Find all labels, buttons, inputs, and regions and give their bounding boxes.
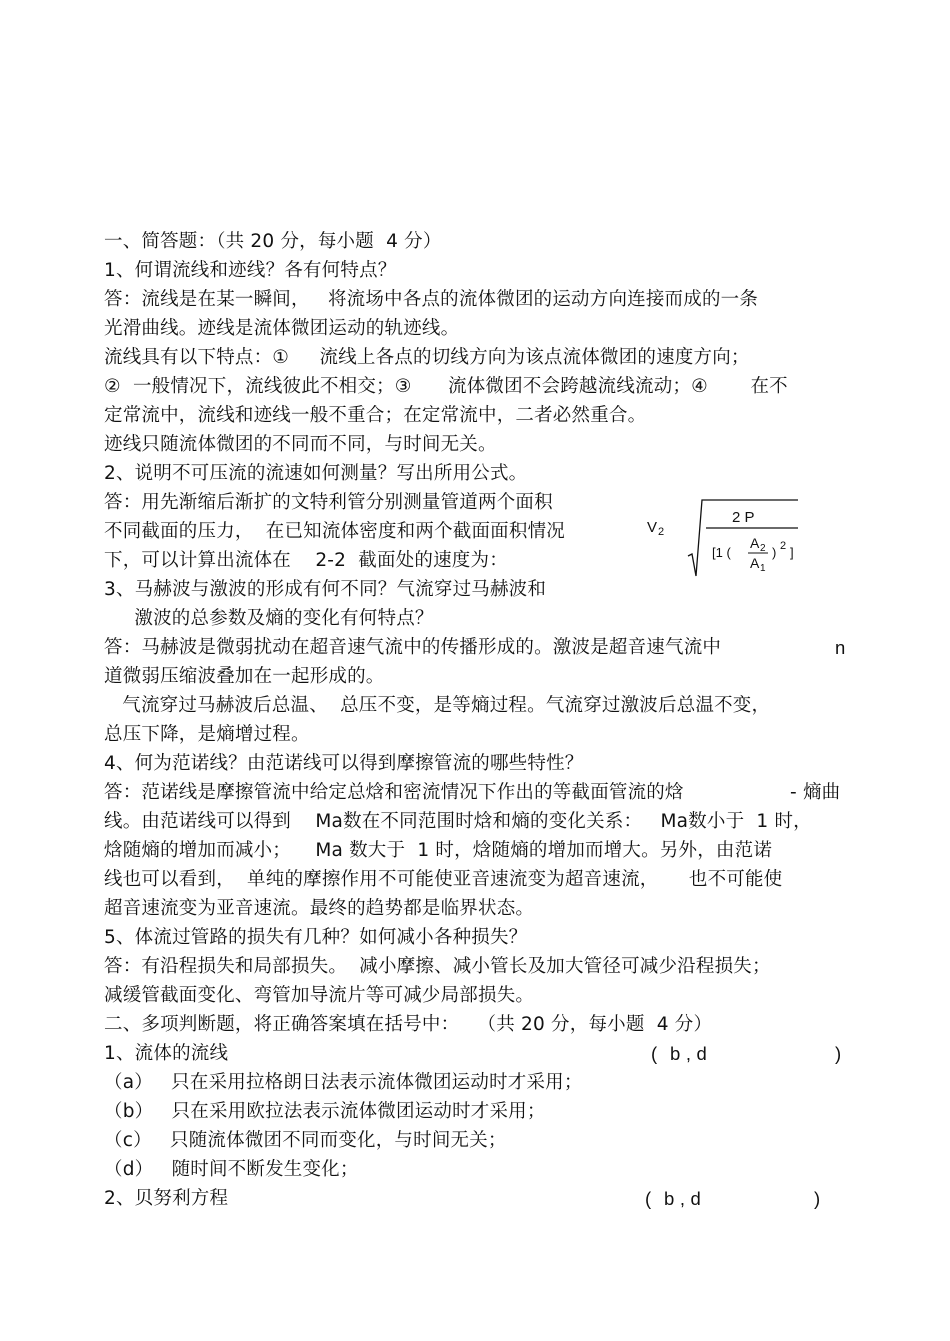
mc-answer-2-open: ( <box>645 1188 652 1209</box>
question-2: 2、说明不可压流的流速如何测量？写出所用公式。 <box>104 463 528 484</box>
mc-answer-2: b , d <box>664 1188 701 1209</box>
answer-1-line-1: 答：流线是在某一瞬间， 将流场中各点的流体微团的运动方向连接而成的一条 <box>104 289 759 310</box>
answer-1-line-4: ② 一般情况下，流线彼此不相交；③ 流体微团不会跨越流线流动；④ 在不 <box>104 376 788 397</box>
section-2-heading: 二、多项判断题，将正确答案填在括号中： （共 20 分，每小题 4 分） <box>104 1014 713 1035</box>
answer-5-line-1: 答：有沿程损失和局部损失。 减小摩擦、减小管长及加大管径可减少沿程损失； <box>104 956 771 977</box>
answer-1-line-3: 流线具有以下特点：① 流线上各点的切线方向为该点流体微团的速度方向； <box>104 347 750 368</box>
mc-answer-1-open: ( <box>651 1043 658 1064</box>
mc-option-c: （c） 只随流体微团不同而变化，与时间无关； <box>104 1130 507 1151</box>
section-1-heading: 一、简答题：（共 20 分，每小题 4 分） <box>104 231 442 252</box>
answer-4-tail: - 熵曲 <box>790 782 841 803</box>
question-5: 5、体流过管路的损失有几种？如何减小各种损失？ <box>104 927 528 948</box>
formula-den-close: ) <box>772 545 777 560</box>
answer-3-line-4: 总压下降，是熵增过程。 <box>104 724 310 745</box>
answer-1-line-2: 光滑曲线。迹线是流体微团运动的轨迹线。 <box>104 318 460 339</box>
formula-den-end: ] <box>790 545 794 560</box>
mc-answer-1-close: ) <box>835 1043 842 1064</box>
formula-ratio-den-sub: 1 <box>760 563 766 574</box>
mc-option-d: （d） 随时间不断发生变化； <box>104 1159 359 1180</box>
answer-2-line-1: 答：用先渐缩后渐扩的文特利管分别测量管道两个面积 <box>104 492 553 513</box>
formula-numerator: 2 P <box>732 509 755 526</box>
formula-power: 2 <box>780 540 787 552</box>
answer-1-line-5: 定常流中，流线和迹线一般不重合；在定常流中，二者必然重合。 <box>104 405 647 426</box>
answer-4-line-3: 焓随熵的增加而减小； Ma 数大于 1 时，焓随熵的增加而增大。另外，由范诺 <box>104 840 773 861</box>
answer-5-line-2: 减缓管截面变化、弯管加导流片等可减少局部损失。 <box>104 985 535 1006</box>
formula-ratio-num: A <box>750 535 760 551</box>
formula-ratio-num-sub: 2 <box>760 543 766 554</box>
mc-question-1: 1、流体的流线 <box>104 1043 229 1064</box>
answer-3-tail: n <box>835 637 846 658</box>
answer-3-line-2: 道微弱压缩波叠加在一起形成的。 <box>104 666 385 687</box>
answer-3-line-1: 答：马赫波是微弱扰动在超音速气流中的传播形成的。激波是超音速气流中 <box>104 637 722 658</box>
mc-question-2: 2、贝努利方程 <box>104 1188 229 1209</box>
formula-lhs: V <box>647 519 658 536</box>
formula-lhs-sub: 2 <box>658 526 665 538</box>
question-3-line-1: 3、马赫波与激波的形成有何不同？气流穿过马赫波和 <box>104 579 547 600</box>
answer-4-line-4: 线也可以看到， 单纯的摩擦作用不可能使亚音速流变为超音速流， 也不可能使 <box>104 869 783 890</box>
question-3-line-2: 激波的总参数及熵的变化有何特点？ <box>104 608 434 629</box>
mc-answer-1: b , d <box>670 1043 707 1064</box>
answer-2-line-3: 下，可以计算出流体在 2-2 截面处的速度为： <box>104 550 508 571</box>
velocity-formula <box>640 496 810 586</box>
formula-den-open: [1 ( <box>712 545 731 560</box>
answer-4-line-1: 答：范诺线是摩擦管流中给定总焓和密流情况下作出的等截面管流的焓 <box>104 782 684 803</box>
answer-2-line-2: 不同截面的压力， 在已知流体密度和两个截面面积情况 <box>104 521 565 542</box>
mc-answer-2-close: ) <box>814 1188 821 1209</box>
answer-1-line-6: 迹线只随流体微团的不同而不同，与时间无关。 <box>104 434 497 455</box>
answer-4-line-5: 超音速流变为亚音速流。最终的趋势都是临界状态。 <box>104 898 535 919</box>
formula-ratio-den: A <box>750 555 760 571</box>
mc-option-a: （a） 只在采用拉格朗日法表示流体微团运动时才采用； <box>104 1072 583 1093</box>
mc-option-b: （b） 只在采用欧拉法表示流体微团运动时才采用； <box>104 1101 546 1122</box>
answer-3-line-3: 气流穿过马赫波后总温、 总压不变，是等熵过程。气流穿过激波后总温不变， <box>104 695 771 716</box>
question-1: 1、何谓流线和迹线？各有何特点？ <box>104 260 397 281</box>
question-4: 4、何为范诺线？由范诺线可以得到摩擦管流的哪些特性？ <box>104 753 584 774</box>
answer-4-line-2: 线。由范诺线可以得到 Ma数在不同范围时焓和熵的变化关系： Ma数小于 1 时， <box>104 811 812 832</box>
